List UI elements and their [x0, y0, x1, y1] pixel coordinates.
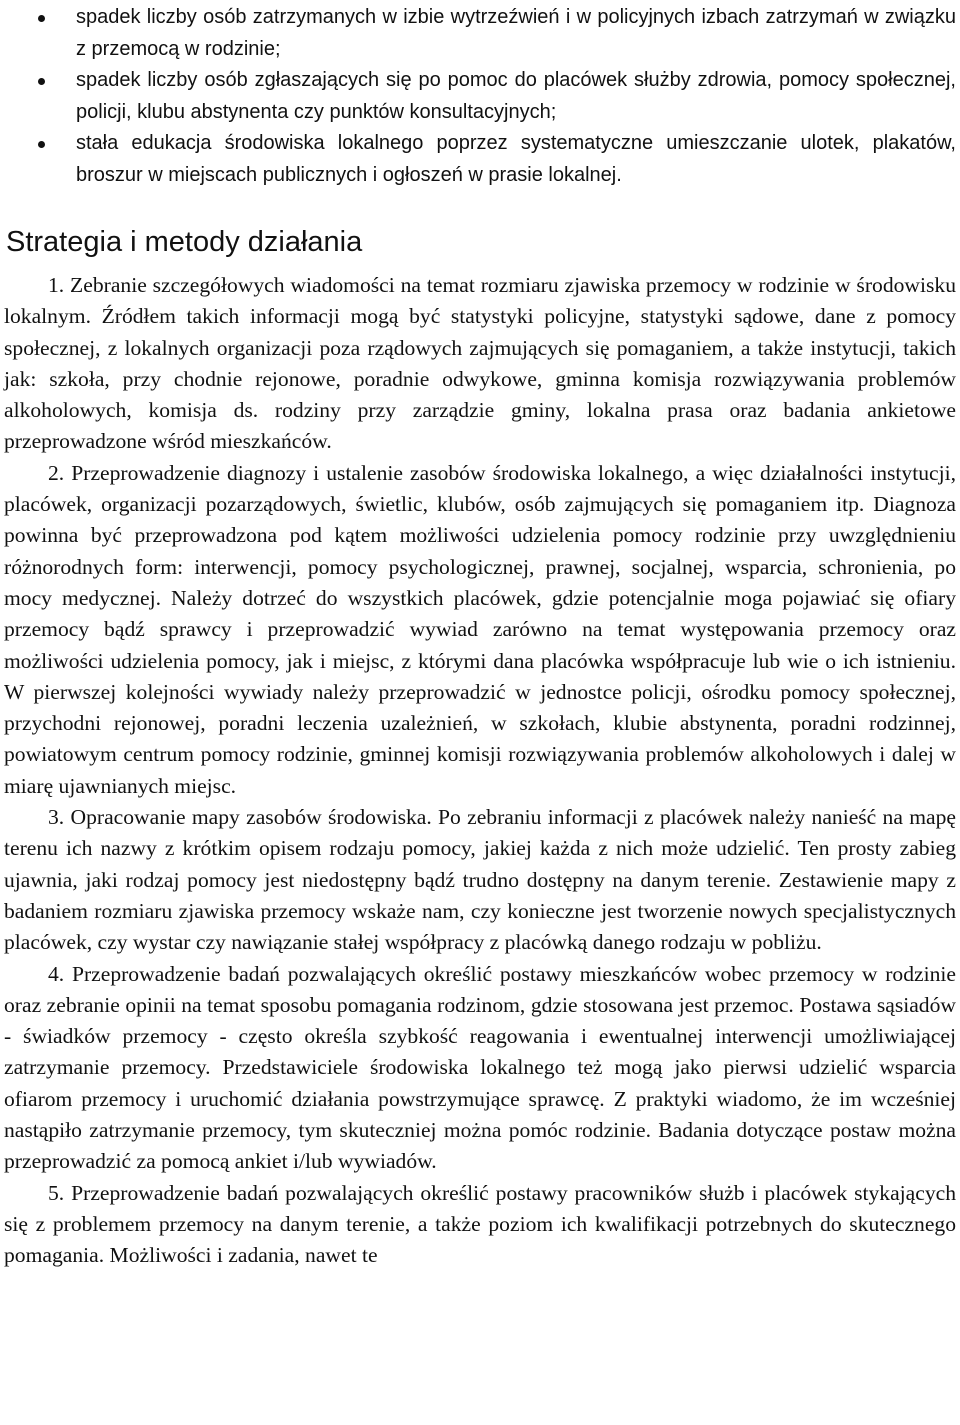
- paragraph: 1. Zebranie szczegółowych wiadomości na temat rozmiaru zjawiska przemocy w rodzinie w środowisku lokalnym. Źródłem takich informacji mogą być statystyki policyjne, statystyki sądowe, dane z pomocy społecznej, z lokalnych organizacji poza rządowych zajmujących się pomaganiem, a także instytucji, takich jak: szkoła, przy chodnie rejonowe, poradnie odwykowe, gminna komisja rozwiązywania problemów alkoholowych, komisja ds. rodziny przy zarządzie gminy, lokalna prasa oraz badania ankietowe przeprowadzone wśród mieszkańców.: [4, 273, 956, 454]
- bullet-item: spadek liczby osób zatrzymanych w izbie wytrzeźwień i w policyjnych izbach zatrzymań w związku z przemocą w rodzinie;: [0, 2, 960, 65]
- bullet-list: [0, 2, 960, 191]
- bullet-item: spadek liczby osób zgłaszających się po pomoc do placówek służby zdrowia, pomocy społecznej, policji, klubu abstynenta czy punktów konsultacyjnych;: [0, 65, 960, 128]
- bullet-item: stała edukacja środowiska lokalnego poprzez systematyczne umieszczanie ulotek, plakatów, broszur w miejscach publicznych i ogłoszeń w prasie lokalnej.: [0, 128, 960, 191]
- paragraph: 4. Przeprowadzenie badań pozwalających określić postawy mieszkańców wobec przemocy w rodzinie oraz zebranie opinii na temat sposobu pomagania rodzinom, gdzie stosowana jest przemoc. Postawa sąsiadów - świadków przemocy - często określa szybkość reagowania i ewentualnej interwencji umożliwiającej zatrzymanie przemocy. Przedstawiciele środowiska lokalnego też mogą jako pierwsi udzielić wsparcia ofiarom przemocy i uruchomić działania powstrzymujące sprawcę. Z praktyki wiadomo, że im wcześniej nastąpiło zatrzymanie przemocy, tym skuteczniej można pomóc rodzinie. Badania dotyczące postaw można przeprowadzić za pomocą ankiet i/lub wywiadów.: [4, 961, 956, 1174]
- paragraph: 5. Przeprowadzenie badań pozwalających określić postawy pracowników służb i placówek stykających się z problemem przemocy na danym terenie, a także poziom ich kwalifikacji potrzebnych do skutecznego pomagania. Możliwości i zadania, nawet te: [4, 1180, 956, 1268]
- paragraph: 3. Opracowanie mapy zasobów środowiska. Po zebraniu informacji z placówek należy nanieść na mapę terenu ich nazwy z krótkim opisem rodzaju pomocy, jakiej każda z nich może udzielić. Ten prosty zabieg ujawnia, jaki rodzaj pomocy jest niedostępny bądź trudno dostępny na danym terenie. Zestawienie mapy z badaniem rozmiaru zjawiska przemocy wskaże nam, czy konieczne jest tworzenie nowych specjalistycznych placówek, czy wystar czy nawiązanie stałej współpracy z placówką danego rodzaju w pobliżu.: [4, 805, 956, 955]
- paragraph: 2. Przeprowadzenie diagnozy i ustalenie zasobów środowiska lokalnego, a więc działalności instytucji, placówek, organizacji pozarządowych, świetlic, klubów, osób zajmujących się pomaganiem itp. Diagnoza powinna być przeprowadzona pod kątem możliwości udzielenia pomocy rodzinie przy uwzględnieniu różnorodnych form: interwencji, pomocy psychologicznej, prawnej, socjalnej, wsparcia, schronienia, po mocy medycznej. Należy dotrzeć do wszystkich placówek, gdzie potencjalnie moga pojawiać się ofiary przemocy bądź sprawcy i przeprowadzić wywiad zarówno na temat występowania przemocy oraz możliwości udzielenia pomocy, jak i miejsc, z którymi dana placówka współpracuje lub wie o ich istnieniu. W pierwszej kolejności wywiady należy przeprowadzić w jednostce policji, ośrodku pomocy społecznej, przychodni rejonowej, poradni leczenia uzależnień, w szkołach, klubie abstynenta, poradni rodzinnej, powiatowym centrum pomocy rodzinie, gminnej komisji rozwiązywania problemów alkoholowych i dalej w miarę ujawnianych miejsc.: [4, 460, 956, 798]
- section-heading: Strategia i metody działania: [6, 226, 363, 258]
- body-text: [4, 270, 956, 1272]
